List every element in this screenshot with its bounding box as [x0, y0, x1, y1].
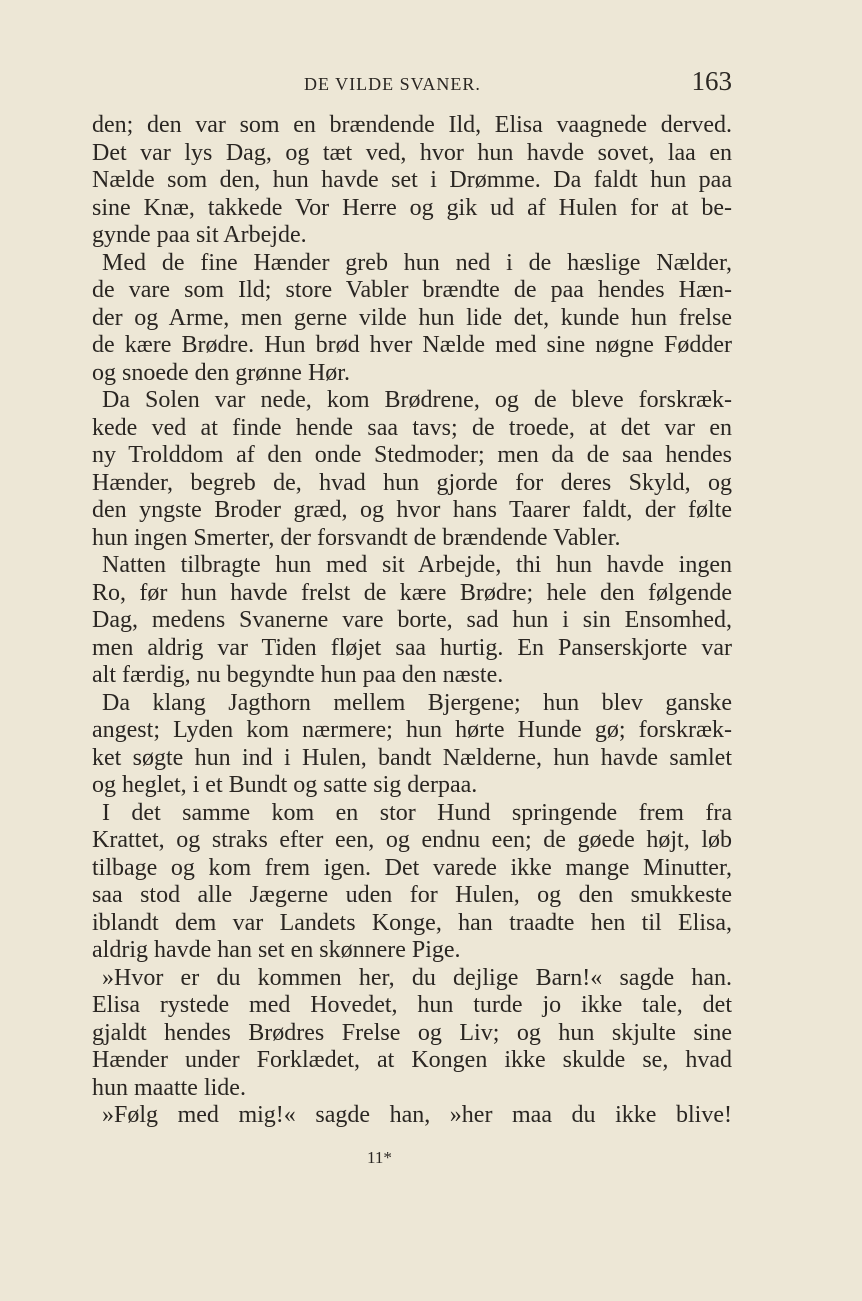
text-line: Elisa rystede med Hovedet, hun turde jo ikke tale, det	[92, 992, 732, 1018]
text-line: Nælde som den, hun havde set i Drømme. Da faldt hun paa	[92, 167, 732, 193]
text-line: og snoede den grønne Hør.	[92, 359, 350, 386]
text-line: Ro, før hun havde frelst de kære Brødre; hele den følgende	[92, 579, 732, 606]
text-line: hun maatte lide.	[92, 1074, 246, 1101]
text-line: ket søgte hun ind i Hulen, bandt Nælderne, hun havde samlet	[92, 744, 732, 771]
text-line: og heglet, i et Bundt og satte sig derpaa.	[92, 772, 478, 798]
text-line: den yngste Broder græd, og hvor hans Taarer faldt, der følte	[92, 497, 732, 523]
text-line: Da klang Jagthorn mellem Bjergene; hun blev ganske	[102, 689, 732, 716]
text-line: Det var lys Dag, og tæt ved, hvor hun havde sovet, laa en	[92, 139, 732, 166]
text-line: der og Arme, men gerne vilde hun lide det, kunde hun frelse	[92, 304, 732, 331]
text-line: sine Knæ, takkede Vor Herre og gik ud af Hulen for at be-	[92, 194, 732, 221]
page-number: 163	[691, 66, 732, 96]
running-title: DE VILDE SVANER.	[304, 74, 481, 94]
text-line: kede ved at finde hende saa tavs; de troede, at det var en	[92, 414, 732, 441]
text-line: den; den var som en brændende Ild, Elisa vaagnede derved.	[92, 112, 732, 138]
body-text	[92, 112, 732, 1130]
text-line: de kære Brødre. Hun brød hver Nælde med sine nøgne Fødder	[92, 332, 732, 358]
text-line: »Hvor er du kommen her, du dejlige Barn!« sagde han.	[102, 964, 732, 991]
text-line: Hænder, begreb de, hvad hun gjorde for deres Skyld, og	[92, 469, 732, 496]
text-line: Dag, medens Svanerne vare borte, sad hun i sin Ensomhed,	[92, 607, 732, 633]
text-line: iblandt dem var Landets Konge, han traadte hen til Elisa,	[92, 909, 732, 936]
signature-mark: 11*	[367, 1148, 392, 1167]
text-line: Med de fine Hænder greb hun ned i de hæslige Nælder,	[102, 249, 732, 276]
text-line: aldrig havde han set en skønnere Pige.	[92, 937, 461, 963]
page-header	[92, 66, 732, 106]
text-line: de vare som Ild; store Vabler brændte de paa hendes Hæn-	[92, 277, 732, 303]
text-line: men aldrig var Tiden fløjet saa hurtig. En Panserskjorte var	[92, 634, 732, 661]
text-line: ny Trolddom af den onde Stedmoder; men da de saa hendes	[92, 442, 732, 468]
text-line: angest; Lyden kom nærmere; hun hørte Hunde gø; forskræk-	[92, 717, 732, 743]
text-line: Hænder under Forklædet, at Kongen ikke skulde se, hvad	[92, 1047, 732, 1073]
text-line: »Følg med mig!« sagde han, »her maa du ikke blive!	[102, 1102, 732, 1128]
text-line: Krattet, og straks efter een, og endnu een; de gøede højt, løb	[92, 827, 732, 853]
text-line: Da Solen var nede, kom Brødrene, og de bleve forskræk-	[102, 387, 732, 413]
text-line: gjaldt hendes Brødres Frelse og Liv; og hun skjulte sine	[92, 1019, 732, 1046]
text-line: gynde paa sit Arbejde.	[92, 222, 307, 248]
text-line: tilbage og kom frem igen. Det varede ikke mange Minutter,	[92, 854, 732, 881]
text-line: hun ingen Smerter, der forsvandt de brændende Vabler.	[92, 524, 621, 551]
text-line: alt færdig, nu begyndte hun paa den næste.	[92, 662, 504, 688]
text-line: saa stod alle Jægerne uden for Hulen, og den smukkeste	[92, 882, 732, 908]
text-line: Natten tilbragte hun med sit Arbejde, thi hun havde ingen	[102, 552, 732, 578]
text-line: I det samme kom en stor Hund springende frem fra	[102, 799, 732, 826]
